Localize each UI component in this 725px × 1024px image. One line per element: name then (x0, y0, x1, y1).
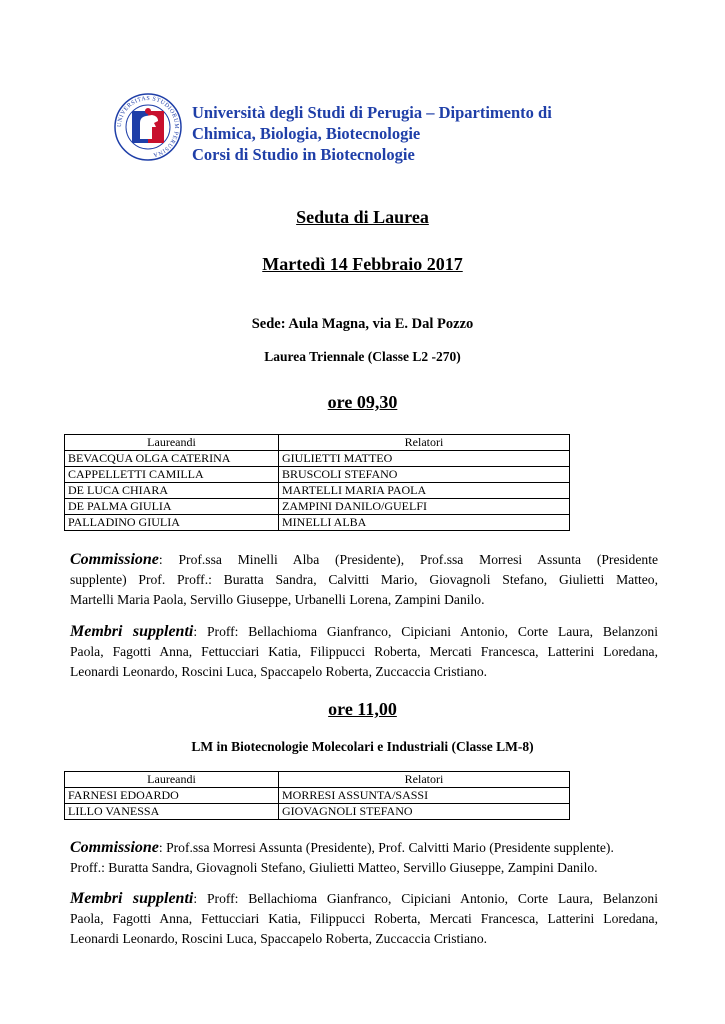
column-header-relatori: Relatori (279, 772, 570, 788)
session1-commissione-paragraph (70, 550, 658, 610)
student-cell: LILLO VANESSA (65, 804, 279, 820)
membri-supplenti-label: Membri supplenti (70, 623, 194, 640)
commissione-text-line: Proff.: Buratta Sandra, Giovagnoli Stefano, Giulietti Matteo, Servillo Giuseppe, Zampini Danilo. (70, 860, 598, 875)
supervisor-cell: GIULIETTI MATTEO (279, 451, 570, 467)
table-row (65, 451, 570, 467)
department-name-line: Chimica, Biologia, Biotecnologie (192, 124, 421, 143)
table-row (65, 499, 570, 515)
session2-table (64, 771, 570, 820)
membri-text-line: Leonardi Leonardo, Roscini Luca, Spaccapelo Roberta, Zuccaccia Cristiano. (70, 931, 488, 946)
student-cell: PALLADINO GIULIA (65, 515, 279, 531)
table-row (65, 804, 570, 820)
table-header-row (65, 435, 570, 451)
session-date: Martedì 14 Febbraio 2017 (262, 254, 463, 274)
supervisor-cell: GIOVAGNOLI STEFANO (279, 804, 570, 820)
student-cell: BEVACQUA OLGA CATERINA (65, 451, 279, 467)
seal-text: UNIVERSITAS STUDIORUM PERUSINA (116, 95, 180, 158)
supervisor-cell: ZAMPINI DANILO/GUELFI (279, 499, 570, 515)
table-header-row (65, 772, 570, 788)
membri-supplenti-label: Membri supplenti (70, 890, 194, 907)
session2-commissione-paragraph (70, 838, 658, 878)
supervisor-cell: MARTELLI MARIA PAOLA (279, 483, 570, 499)
membri-text-line: Leonardi Leonardo, Roscini Luca, Spaccapelo Roberta, Zuccaccia Cristiano. (70, 664, 488, 679)
column-header-laureandi: Laureandi (65, 435, 279, 451)
student-cell: FARNESI EDOARDO (65, 788, 279, 804)
membri-text-line: Paola, Fagotti Anna, Fettucciari Katia, Filippucci Roberta, Mercati Francesca, Latterini Loredana, (70, 644, 658, 659)
university-seal-logo (114, 93, 182, 161)
commissione-text-line: Martelli Maria Paola, Servillo Giuseppe, Urbanelli Lorena, Zampini Danilo. (70, 592, 485, 607)
student-cell: DE PALMA GIULIA (65, 499, 279, 515)
student-cell: DE LUCA CHIARA (65, 483, 279, 499)
table-row (65, 467, 570, 483)
table-row (65, 483, 570, 499)
commissione-text-line: : Prof.ssa Morresi Assunta (Presidente), Prof. Calvitti Mario (Presidente supplente). (158, 840, 614, 855)
membri-text-line: : Proff: Bellachioma Gianfranco, Cipiciani Antonio, Corte Laura, Belanzoni (193, 891, 659, 906)
course-name-line: Corsi di Studio in Biotecnologie (192, 145, 415, 164)
supervisor-cell: MORRESI ASSUNTA/SASSI (279, 788, 570, 804)
table-row (65, 515, 570, 531)
venue-line: Sede: Aula Magna, via E. Dal Pozzo (251, 316, 474, 332)
session2-membri-paragraph (70, 889, 658, 949)
table-row (65, 788, 570, 804)
session1-membri-paragraph (70, 622, 658, 682)
column-header-relatori: Relatori (279, 435, 570, 451)
session1-table (64, 434, 570, 531)
membri-text-line: : Proff: Bellachioma Gianfranco, Cipiciani Antonio, Corte Laura, Belanzoni (193, 624, 659, 639)
membri-text-line: Paola, Fagotti Anna, Fettucciari Katia, Filippucci Roberta, Mercati Francesca, Latterini Loredana, (70, 911, 658, 926)
column-header-laureandi: Laureandi (65, 772, 279, 788)
university-name-line1: Università degli Studi di Perugia – Dipartimento di (192, 103, 552, 122)
student-cell: CAPPELLETTI CAMILLA (65, 467, 279, 483)
session1-time: ore 09,30 (327, 392, 398, 412)
commissione-text-line: supplente) Prof. Proff.: Buratta Sandra, Calvitti Mario, Giovagnoli Stefano, Giulietti Matteo, (70, 572, 658, 587)
supervisor-cell: BRUSCOLI STEFANO (279, 467, 570, 483)
session2-time: ore 11,00 (328, 699, 397, 719)
document-title: Seduta di Laurea (296, 207, 429, 227)
degree-line-triennale: Laurea Triennale (Classe L2 -270) (264, 349, 461, 364)
supervisor-cell: MINELLI ALBA (279, 515, 570, 531)
commissione-text-line: : Prof.ssa Minelli Alba (Presidente), Prof.ssa Morresi Assunta (Presidente (158, 552, 658, 567)
commissione-label: Commissione (70, 551, 159, 568)
degree-line-magistrale: LM in Biotecnologie Molecolari e Industriali (Classe LM-8) (191, 739, 534, 754)
commissione-label: Commissione (70, 839, 159, 856)
